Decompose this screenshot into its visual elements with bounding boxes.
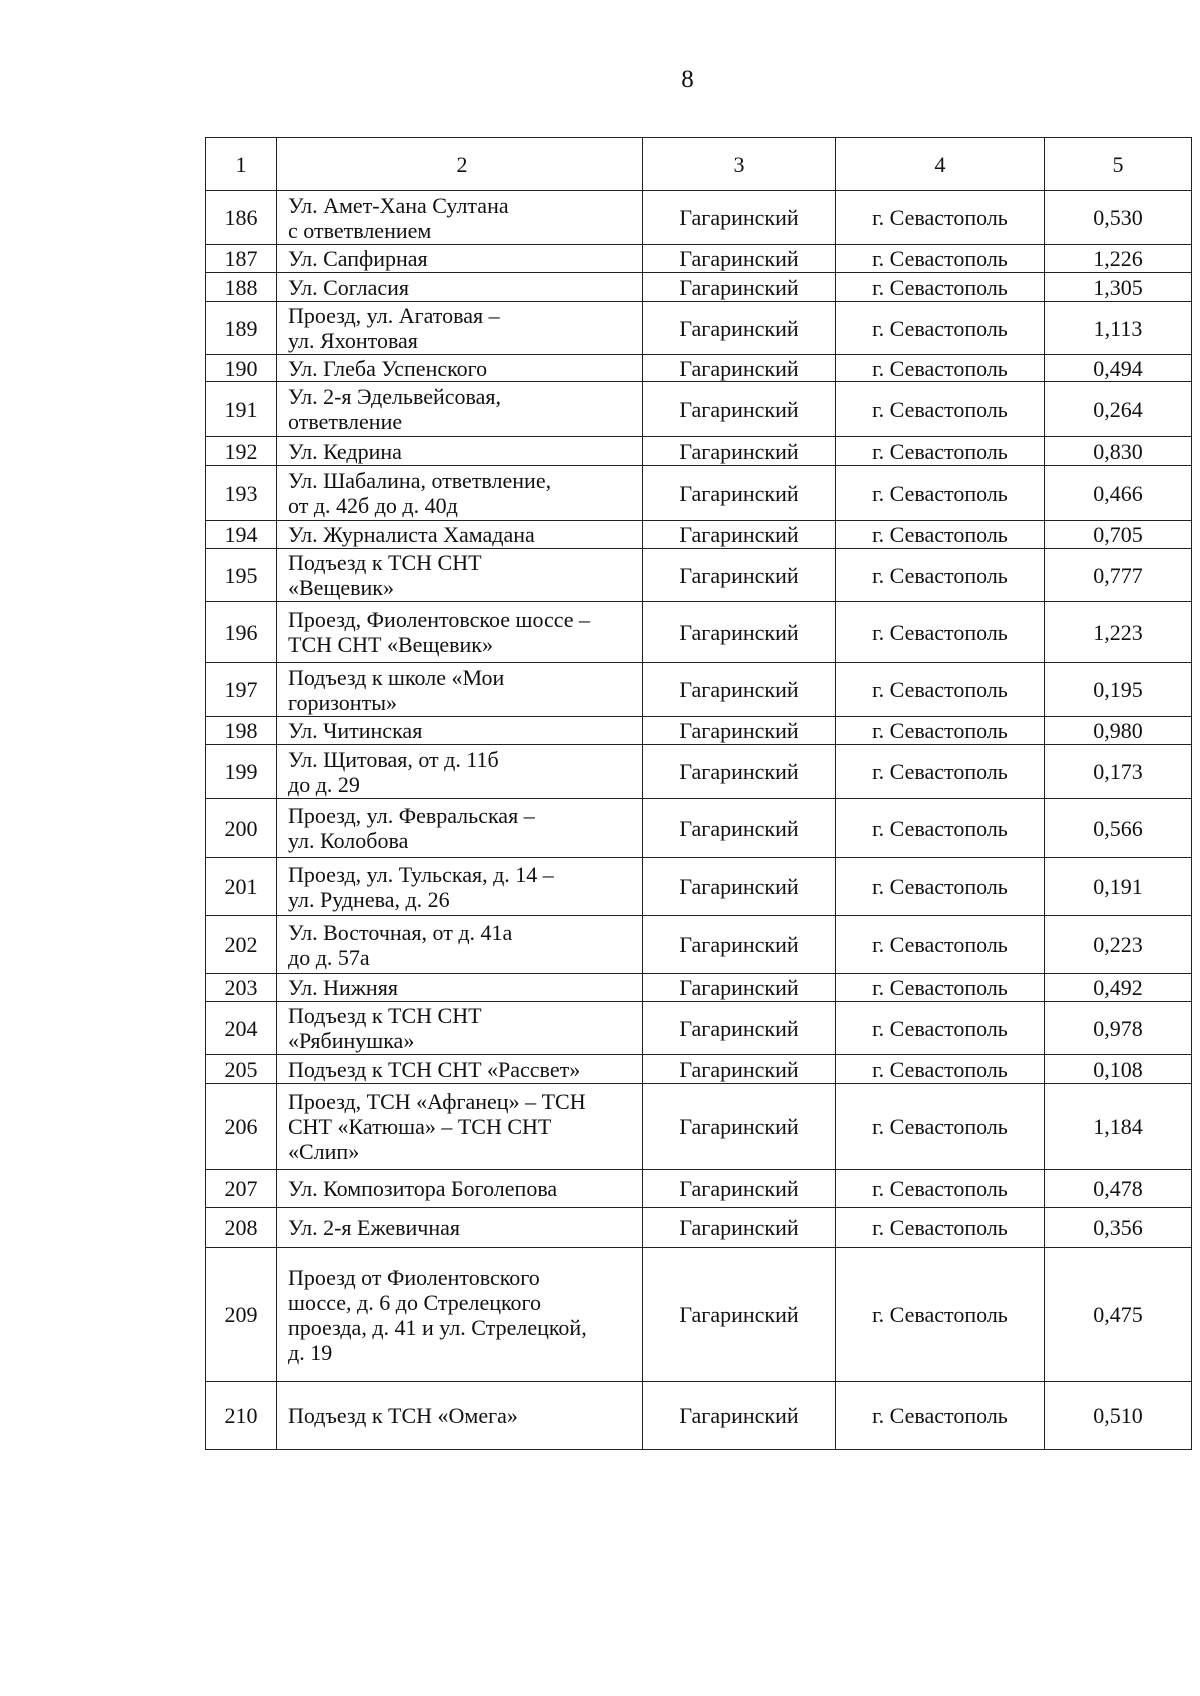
city-cell: г. Севастополь [836,663,1045,717]
road-name-cell: Проезд, ул. Тульская, д. 14 – ул. Руднева, д. 26 [277,858,643,916]
district-cell: Гагаринский [643,974,836,1002]
length-cell: 0,566 [1045,799,1192,858]
row-number-cell: 186 [206,191,277,245]
length-cell: 0,191 [1045,858,1192,916]
length-cell: 0,978 [1045,1002,1192,1055]
road-name-cell: Подъезд к ТСН СНТ «Вещевик» [277,549,643,602]
length-cell: 1,226 [1045,245,1192,273]
city-cell: г. Севастополь [836,1382,1045,1450]
road-name-cell: Проезд, ул. Агатовая – ул. Яхонтовая [277,302,643,355]
table-header-row [206,138,1192,191]
city-cell: г. Севастополь [836,1055,1045,1084]
length-cell: 0,264 [1045,382,1192,437]
city-cell: г. Севастополь [836,245,1045,273]
page-number: 8 [681,66,694,93]
table-row [206,1208,1192,1248]
row-number-cell: 190 [206,355,277,382]
length-cell: 1,223 [1045,602,1192,663]
row-number-cell: 196 [206,602,277,663]
district-cell: Гагаринский [643,663,836,717]
table-row [206,1002,1192,1055]
road-name-cell: Ул. 2-я Ежевичная [277,1208,643,1248]
table-row [206,1084,1192,1170]
district-cell: Гагаринский [643,858,836,916]
district-cell: Гагаринский [643,437,836,466]
col-header-4: 4 [836,138,1045,191]
table-row [206,191,1192,245]
col-header-5: 5 [1045,138,1192,191]
length-cell: 0,530 [1045,191,1192,245]
table-row [206,663,1192,717]
row-number-cell: 208 [206,1208,277,1248]
road-name-cell: Ул. Глеба Успенского [277,355,643,382]
city-cell: г. Севастополь [836,1002,1045,1055]
length-cell: 0,510 [1045,1382,1192,1450]
road-name-cell: Проезд от Фиолентовского шоссе, д. 6 до Стрелецкого проезда, д. 41 и ул. Стрелецкой, д. 19 [277,1248,643,1382]
road-name-cell: Ул. Шабалина, ответвление, от д. 42б до д. 40д [277,466,643,521]
row-number-cell: 197 [206,663,277,717]
table-row [206,916,1192,974]
table-row [206,1170,1192,1208]
road-name-cell: Ул. Журналиста Хамадана [277,521,643,549]
district-cell: Гагаринский [643,466,836,521]
table-row [206,521,1192,549]
road-name-cell: Подъезд к школе «Мои горизонты» [277,663,643,717]
row-number-cell: 187 [206,245,277,273]
city-cell: г. Севастополь [836,974,1045,1002]
city-cell: г. Севастополь [836,355,1045,382]
table-row [206,302,1192,355]
city-cell: г. Севастополь [836,1248,1045,1382]
district-cell: Гагаринский [643,745,836,799]
road-name-cell: Подъезд к ТСН «Омега» [277,1382,643,1450]
row-number-cell: 204 [206,1002,277,1055]
district-cell: Гагаринский [643,916,836,974]
table-row [206,549,1192,602]
road-name-cell: Ул. Сапфирная [277,245,643,273]
district-cell: Гагаринский [643,1382,836,1450]
road-name-cell: Ул. Согласия [277,273,643,302]
table-row [206,1055,1192,1084]
district-cell: Гагаринский [643,245,836,273]
table-body [206,191,1192,1450]
table-row [206,858,1192,916]
district-cell: Гагаринский [643,799,836,858]
row-number-cell: 202 [206,916,277,974]
road-name-cell: Подъезд к ТСН СНТ «Рассвет» [277,1055,643,1084]
table-row [206,602,1192,663]
length-cell: 0,173 [1045,745,1192,799]
table-row [206,273,1192,302]
district-cell: Гагаринский [643,1084,836,1170]
col-header-3: 3 [643,138,836,191]
district-cell: Гагаринский [643,302,836,355]
row-number-cell: 207 [206,1170,277,1208]
road-name-cell: Ул. Восточная, от д. 41а до д. 57а [277,916,643,974]
length-cell: 0,492 [1045,974,1192,1002]
row-number-cell: 203 [206,974,277,1002]
city-cell: г. Севастополь [836,602,1045,663]
district-cell: Гагаринский [643,1055,836,1084]
table-row [206,799,1192,858]
city-cell: г. Севастополь [836,1170,1045,1208]
city-cell: г. Севастополь [836,382,1045,437]
table-row [206,355,1192,382]
road-name-cell: Ул. Читинская [277,717,643,745]
length-cell: 0,494 [1045,355,1192,382]
district-cell: Гагаринский [643,1002,836,1055]
table-row [206,1248,1192,1382]
road-name-cell: Проезд, ул. Февральская – ул. Колобова [277,799,643,858]
row-number-cell: 198 [206,717,277,745]
row-number-cell: 188 [206,273,277,302]
district-cell: Гагаринский [643,273,836,302]
district-cell: Гагаринский [643,549,836,602]
city-cell: г. Севастополь [836,273,1045,302]
length-cell: 0,705 [1045,521,1192,549]
road-table [205,137,1192,1450]
length-cell: 0,777 [1045,549,1192,602]
district-cell: Гагаринский [643,1248,836,1382]
road-name-cell: Ул. Щитовая, от д. 11б до д. 29 [277,745,643,799]
length-cell: 1,305 [1045,273,1192,302]
table-row [206,745,1192,799]
city-cell: г. Севастополь [836,437,1045,466]
col-header-2: 2 [277,138,643,191]
city-cell: г. Севастополь [836,466,1045,521]
road-name-cell: Ул. Композитора Боголепова [277,1170,643,1208]
district-cell: Гагаринский [643,521,836,549]
road-name-cell: Проезд, Фиолентовское шоссе – ТСН СНТ «Вещевик» [277,602,643,663]
road-name-cell: Ул. 2-я Эдельвейсовая, ответвление [277,382,643,437]
city-cell: г. Севастополь [836,521,1045,549]
row-number-cell: 199 [206,745,277,799]
city-cell: г. Севастополь [836,799,1045,858]
row-number-cell: 193 [206,466,277,521]
district-cell: Гагаринский [643,1208,836,1248]
city-cell: г. Севастополь [836,717,1045,745]
row-number-cell: 189 [206,302,277,355]
road-name-cell: Ул. Нижняя [277,974,643,1002]
city-cell: г. Севастополь [836,191,1045,245]
district-cell: Гагаринский [643,382,836,437]
table-row [206,437,1192,466]
city-cell: г. Севастополь [836,1208,1045,1248]
row-number-cell: 200 [206,799,277,858]
table-row [206,245,1192,273]
row-number-cell: 210 [206,1382,277,1450]
district-cell: Гагаринский [643,191,836,245]
table-row [206,1382,1192,1450]
row-number-cell: 191 [206,382,277,437]
length-cell: 0,466 [1045,466,1192,521]
length-cell: 0,830 [1045,437,1192,466]
row-number-cell: 192 [206,437,277,466]
table-row [206,382,1192,437]
city-cell: г. Севастополь [836,1084,1045,1170]
length-cell: 1,113 [1045,302,1192,355]
length-cell: 0,356 [1045,1208,1192,1248]
table-row [206,974,1192,1002]
row-number-cell: 201 [206,858,277,916]
row-number-cell: 206 [206,1084,277,1170]
road-name-cell: Проезд, ТСН «Афганец» – ТСН СНТ «Катюша» – ТСН СНТ «Слип» [277,1084,643,1170]
row-number-cell: 205 [206,1055,277,1084]
district-cell: Гагаринский [643,1170,836,1208]
road-name-cell: Ул. Амет-Хана Султана с ответвлением [277,191,643,245]
length-cell: 0,223 [1045,916,1192,974]
row-number-cell: 209 [206,1248,277,1382]
length-cell: 1,184 [1045,1084,1192,1170]
district-cell: Гагаринский [643,355,836,382]
district-cell: Гагаринский [643,717,836,745]
length-cell: 0,195 [1045,663,1192,717]
city-cell: г. Севастополь [836,302,1045,355]
length-cell: 0,980 [1045,717,1192,745]
length-cell: 0,108 [1045,1055,1192,1084]
col-header-1: 1 [206,138,277,191]
road-name-cell: Подъезд к ТСН СНТ «Рябинушка» [277,1002,643,1055]
table-row [206,717,1192,745]
row-number-cell: 195 [206,549,277,602]
length-cell: 0,475 [1045,1248,1192,1382]
road-name-cell: Ул. Кедрина [277,437,643,466]
table-row [206,466,1192,521]
city-cell: г. Севастополь [836,858,1045,916]
city-cell: г. Севастополь [836,549,1045,602]
length-cell: 0,478 [1045,1170,1192,1208]
city-cell: г. Севастополь [836,745,1045,799]
city-cell: г. Севастополь [836,916,1045,974]
row-number-cell: 194 [206,521,277,549]
district-cell: Гагаринский [643,602,836,663]
